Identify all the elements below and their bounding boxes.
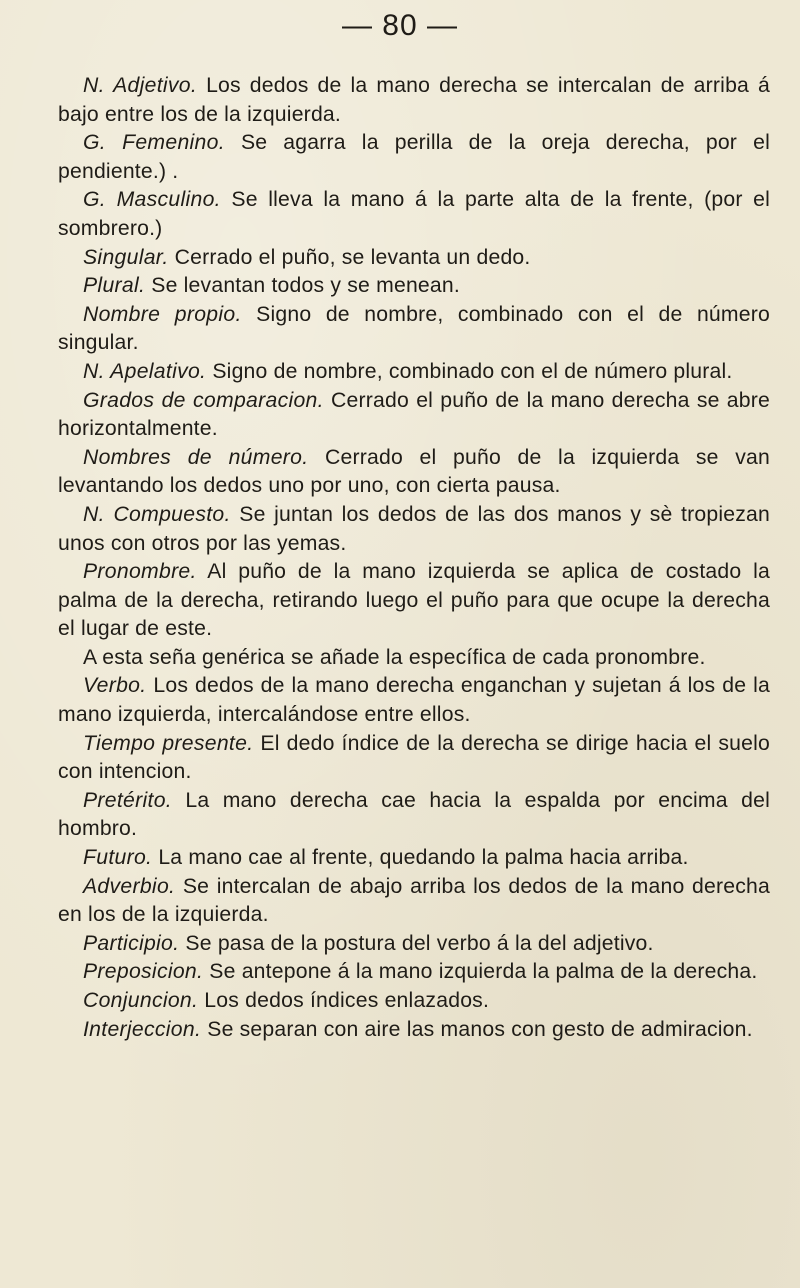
entry-term: Interjeccion. (83, 1017, 202, 1041)
entry-paragraph (58, 787, 770, 844)
entry-term: Pretérito. (83, 788, 172, 812)
entry-description: Cerrado el puño de la mano derecha se abre horizontalmente. (58, 388, 771, 441)
entry-paragraph (58, 873, 770, 930)
entry-description: Signo de nombre, combinado con el de número plural. (212, 359, 733, 383)
entry-description: Se lleva la mano á la parte alta de la frente, (por el sombrero.) (58, 188, 770, 240)
entry-term: Plural. (83, 274, 146, 298)
entry-description: Se intercalan de abajo arriba los dedos de la mano derecha en los de la izquierda. (58, 874, 771, 927)
entry-description: Los dedos índices enlazados. (204, 989, 490, 1012)
entry-description: Se juntan los dedos de las dos manos y sè tropiezan unos con otros por las yemas. (58, 502, 770, 555)
entry-term: Singular. (83, 245, 169, 269)
entry-paragraph (58, 186, 770, 243)
entry-description: Cerrado el puño, se levanta un dedo. (174, 245, 531, 269)
page-number-header: — 80 — (341, 9, 459, 42)
entry-term: Nombre propio. (83, 302, 242, 326)
entry-term: Adverbio. (83, 874, 176, 898)
entry-term: Verbo. (83, 674, 147, 698)
entry-term: Tiempo presente. (83, 731, 254, 755)
entry-description: Cerrado el puño de la izquierda se van levantando los dedos uno por uno, con cierta pausa. (58, 445, 770, 498)
entry-term: G. Femenino. (83, 131, 225, 155)
entry-paragraph (58, 501, 770, 558)
entry-description: El dedo índice de la derecha se dirige hacia el suelo con intencion. (58, 731, 770, 784)
entry-paragraph (58, 730, 770, 787)
entry-description: Se antepone á la mano izquierda la palma de la derecha. (209, 960, 758, 984)
entry-term: Futuro. (83, 846, 153, 870)
entry-paragraph (58, 272, 770, 301)
entries-list (58, 72, 770, 1044)
entry-description: Se separan con aire las manos con gesto de admiracion. (207, 1017, 753, 1041)
entry-term: Participio. (83, 931, 180, 955)
entry-term: Preposicion. (83, 960, 204, 984)
entry-description: Se pasa de la postura del verbo á la del adjetivo. (185, 931, 654, 955)
entry-paragraph (58, 987, 770, 1016)
entry-paragraph (58, 301, 770, 358)
entry-description: Los dedos de la mano derecha enganchan y sujetan á los de la mano izquierda, intercalándose entre ellos. (58, 674, 770, 727)
entry-term: N. Apelativo. (83, 359, 207, 383)
entry-term: Conjuncion. (83, 989, 199, 1012)
entry-description: Al puño de la mano izquierda se aplica de costado la palma de la derecha, retirando luego el puño para que ocupe la derecha el lugar de este. (58, 560, 770, 641)
entry-paragraph (58, 958, 770, 987)
entry-paragraph (58, 844, 770, 873)
entry-paragraph (58, 558, 770, 644)
entry-paragraph (58, 672, 770, 729)
entry-term: N. Adjetivo. (83, 74, 198, 97)
entry-description: Se agarra la perilla de la oreja derecha, por el pendiente.) . (58, 131, 770, 183)
entry-paragraph (58, 644, 770, 673)
entry-term: Pronombre. (83, 560, 197, 584)
entry-term: Grados de comparacion. (83, 388, 324, 412)
entry-term: Nombres de número. (83, 445, 309, 469)
entry-paragraph (58, 444, 770, 501)
entry-paragraph (58, 930, 770, 959)
entry-paragraph (58, 358, 770, 387)
entry-description: La mano derecha cae hacia la espalda por encima del hombro. (58, 788, 771, 841)
entry-description: La mano cae al frente, quedando la palma hacia arriba. (158, 846, 689, 870)
entry-paragraph (58, 129, 770, 186)
entry-description: Signo de nombre, combinado con el de número singular. (58, 302, 770, 355)
entry-term: N. Compuesto. (83, 502, 231, 526)
entry-paragraph (58, 1016, 770, 1045)
entry-description: Se levantan todos y se menean. (151, 274, 460, 298)
entry-description: Los dedos de la mano derecha se intercalan de arriba á bajo entre los de la izquierda. (58, 74, 771, 126)
entry-paragraph (58, 387, 770, 444)
entry-term: G. Masculino. (83, 188, 221, 212)
entry-description: A esta seña genérica se añade la específica de cada pronombre. (83, 645, 706, 669)
entry-paragraph (58, 244, 770, 273)
entry-paragraph (58, 72, 770, 129)
